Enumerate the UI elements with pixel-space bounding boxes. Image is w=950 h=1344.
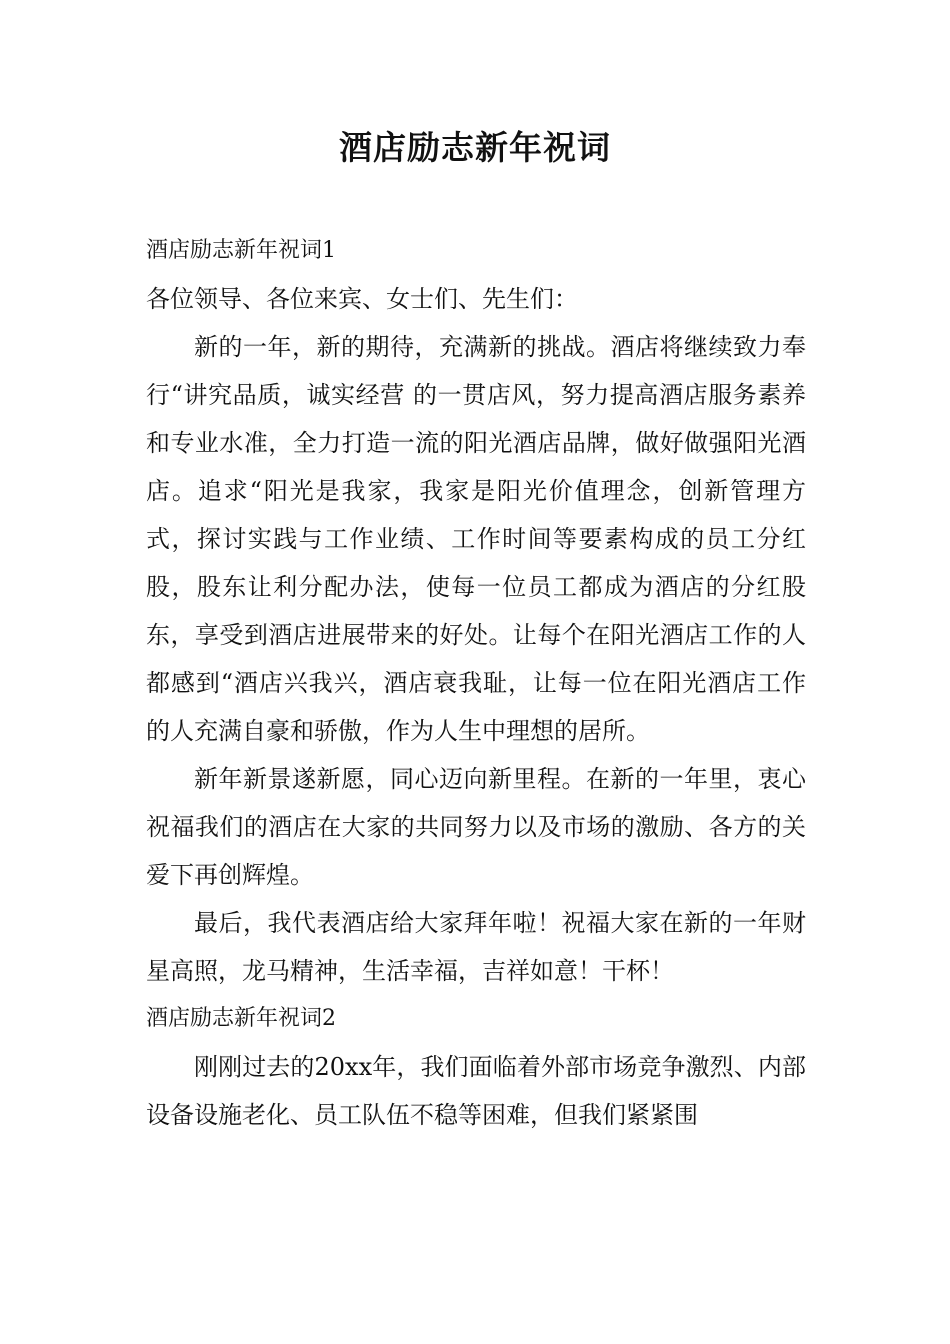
section-heading: 酒店励志新年祝词2 [146,1006,336,1031]
paragraph: 新年新景遂新愿，同心迈向新里程。在新的一年里，衷心祝福我们的酒店在大家的共同努力以及市场的激励、各方的关爱下再创辉煌。 [146,765,806,889]
document-title: 酒店励志新年祝词 [339,128,611,167]
paragraph: 刚刚过去的20xx年，我们面临着外部市场竞争激烈、内部设备设施老化、员工队伍不稳等困难，但我们紧紧围 [146,1053,806,1129]
paragraph: 新的一年，新的期待，充满新的挑战。酒店将继续致力奉行“讲究品质，诚实经营 的一贯店风，努力提高酒店服务素养和专业水准，全力打造一流的阳光酒店品牌，做好做强阳光酒店。追求“阳光是我家，我家是阳光价值理念，创新管理方式，探讨实践与工作业绩、工作时间等要素构成的员工分红股，股东让利分配办法，使每一位员工都成为酒店的分红股东，享受到酒店进展带来的好处。让每个在阳光酒店工作的人都感到“酒店兴我兴，酒店衰我耻，让每一位在阳光酒店工作的人充满自豪和骄傲，作为人生中理想的居所。 [146,333,806,745]
salutation: 各位领导、各位来宾、女士们、先生们： [146,285,578,313]
paragraph: 最后，我代表酒店给大家拜年啦！祝福大家在新的一年财星高照，龙马精神，生活幸福，吉祥如意！干杯！ [146,909,806,985]
section-heading: 酒店励志新年祝词1 [146,238,336,263]
document-body [146,227,806,1139]
